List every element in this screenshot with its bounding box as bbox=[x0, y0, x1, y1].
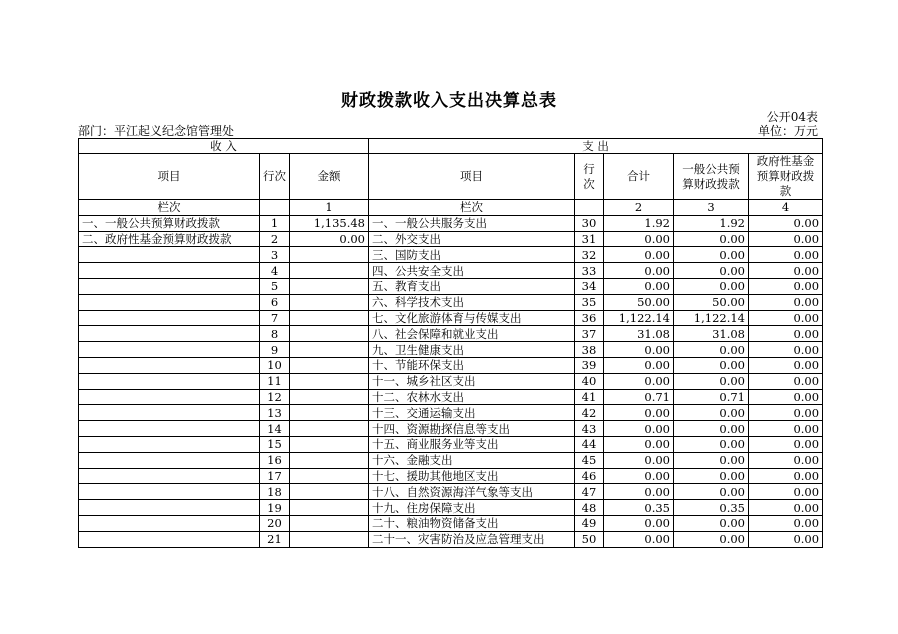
income-amount-cell bbox=[290, 531, 369, 547]
income-row-no-cell: 5 bbox=[260, 278, 290, 294]
income-item-cell: 一、一般公共预算财政拨款 bbox=[79, 215, 260, 231]
expense-item-cell: 一、一般公共服务支出 bbox=[369, 215, 575, 231]
expense-row-no-cell: 34 bbox=[575, 278, 604, 294]
income-item-cell bbox=[79, 389, 260, 405]
income-amount-cell bbox=[290, 421, 369, 437]
expense-item-cell: 六、科学技术支出 bbox=[369, 294, 575, 310]
expense-item-cell: 十八、自然资源海洋气象等支出 bbox=[369, 484, 575, 500]
income-row-no-cell: 10 bbox=[260, 357, 290, 373]
col-header-income-item: 项目 bbox=[79, 154, 260, 200]
expense-row-no-cell: 40 bbox=[575, 373, 604, 389]
total-cell: 0.00 bbox=[604, 373, 674, 389]
general-budget-cell: 50.00 bbox=[674, 294, 749, 310]
expense-item-cell: 十三、交通运输支出 bbox=[369, 405, 575, 421]
gov-fund-cell: 0.00 bbox=[749, 452, 823, 468]
income-row-no-cell: 8 bbox=[260, 326, 290, 342]
income-row-no-cell: 13 bbox=[260, 405, 290, 421]
income-row-no-cell: 18 bbox=[260, 484, 290, 500]
table-row bbox=[79, 231, 823, 247]
table-row bbox=[79, 373, 823, 389]
expense-row-no-cell: 46 bbox=[575, 468, 604, 484]
expense-item-cell: 九、卫生健康支出 bbox=[369, 342, 575, 358]
table-row bbox=[79, 342, 823, 358]
income-item-cell bbox=[79, 357, 260, 373]
col-index-2: 2 bbox=[604, 200, 674, 216]
income-item-cell bbox=[79, 326, 260, 342]
gov-fund-cell: 0.00 bbox=[749, 373, 823, 389]
income-item-cell: 二、政府性基金预算财政拨款 bbox=[79, 231, 260, 247]
income-row-no-cell: 7 bbox=[260, 310, 290, 326]
general-budget-cell: 0.00 bbox=[674, 247, 749, 263]
table-row bbox=[79, 405, 823, 421]
expense-row-no-cell: 32 bbox=[575, 247, 604, 263]
expense-row-no-cell: 39 bbox=[575, 357, 604, 373]
income-item-cell bbox=[79, 452, 260, 468]
budget-summary-table bbox=[78, 138, 823, 548]
table-row bbox=[79, 421, 823, 437]
income-item-cell bbox=[79, 515, 260, 531]
col-header-income-row-no: 行次 bbox=[260, 154, 290, 200]
income-amount-cell: 0.00 bbox=[290, 231, 369, 247]
expense-row-no-cell: 36 bbox=[575, 310, 604, 326]
total-cell: 0.00 bbox=[604, 484, 674, 500]
income-amount-cell bbox=[290, 468, 369, 484]
income-item-cell bbox=[79, 436, 260, 452]
income-row-no-cell: 12 bbox=[260, 389, 290, 405]
table-row bbox=[79, 357, 823, 373]
general-budget-cell: 0.00 bbox=[674, 373, 749, 389]
gov-fund-cell: 0.00 bbox=[749, 294, 823, 310]
total-cell: 0.00 bbox=[604, 421, 674, 437]
col-header-total: 合计 bbox=[604, 154, 674, 200]
total-cell: 0.00 bbox=[604, 263, 674, 279]
gov-fund-cell: 0.00 bbox=[749, 484, 823, 500]
income-amount-cell bbox=[290, 357, 369, 373]
expense-item-cell: 十五、商业服务业等支出 bbox=[369, 436, 575, 452]
expense-row-no-cell: 45 bbox=[575, 452, 604, 468]
expense-item-cell: 十六、金融支出 bbox=[369, 452, 575, 468]
table-row bbox=[79, 436, 823, 452]
total-cell: 0.00 bbox=[604, 452, 674, 468]
expense-item-cell: 十二、农林水支出 bbox=[369, 389, 575, 405]
income-amount-cell bbox=[290, 500, 369, 516]
gov-fund-cell: 0.00 bbox=[749, 231, 823, 247]
income-row-no-cell: 2 bbox=[260, 231, 290, 247]
header-row-columns bbox=[79, 154, 823, 200]
total-cell: 0.00 bbox=[604, 405, 674, 421]
general-budget-cell: 0.00 bbox=[674, 452, 749, 468]
expense-row-no-cell: 44 bbox=[575, 436, 604, 452]
income-row-no-cell: 21 bbox=[260, 531, 290, 547]
gov-fund-cell: 0.00 bbox=[749, 405, 823, 421]
expense-row-no-cell: 31 bbox=[575, 231, 604, 247]
col-index-1: 1 bbox=[290, 200, 369, 216]
gov-fund-cell: 0.00 bbox=[749, 389, 823, 405]
total-cell: 0.00 bbox=[604, 278, 674, 294]
income-amount-cell bbox=[290, 405, 369, 421]
col-index-label-2: 栏次 bbox=[369, 200, 575, 216]
gov-fund-cell: 0.00 bbox=[749, 421, 823, 437]
income-amount-cell bbox=[290, 326, 369, 342]
income-row-no-cell: 3 bbox=[260, 247, 290, 263]
income-amount-cell bbox=[290, 310, 369, 326]
general-budget-cell: 0.00 bbox=[674, 342, 749, 358]
unit-label: 单位：万元 bbox=[757, 124, 818, 138]
income-row-no-cell: 1 bbox=[260, 215, 290, 231]
expense-row-no-cell: 33 bbox=[575, 263, 604, 279]
gov-fund-cell: 0.00 bbox=[749, 310, 823, 326]
income-item-cell bbox=[79, 484, 260, 500]
total-cell: 1,122.14 bbox=[604, 310, 674, 326]
expense-item-cell: 十九、住房保障支出 bbox=[369, 500, 575, 516]
header-row-section bbox=[79, 139, 823, 154]
general-budget-cell: 0.00 bbox=[674, 515, 749, 531]
general-budget-cell: 0.00 bbox=[674, 263, 749, 279]
gov-fund-cell: 0.00 bbox=[749, 468, 823, 484]
income-row-no-cell: 14 bbox=[260, 421, 290, 437]
total-cell: 0.00 bbox=[604, 515, 674, 531]
total-cell: 0.00 bbox=[604, 531, 674, 547]
income-row-no-cell: 11 bbox=[260, 373, 290, 389]
expense-item-cell: 十一、城乡社区支出 bbox=[369, 373, 575, 389]
income-amount-cell bbox=[290, 342, 369, 358]
gov-fund-cell: 0.00 bbox=[749, 326, 823, 342]
expense-row-no-cell: 47 bbox=[575, 484, 604, 500]
column-index-row bbox=[79, 200, 823, 216]
income-amount-cell bbox=[290, 484, 369, 500]
income-item-cell bbox=[79, 294, 260, 310]
income-item-cell bbox=[79, 531, 260, 547]
col-index-empty bbox=[260, 200, 290, 216]
general-budget-cell: 0.00 bbox=[674, 357, 749, 373]
income-item-cell bbox=[79, 421, 260, 437]
general-budget-cell: 0.71 bbox=[674, 389, 749, 405]
gov-fund-cell: 0.00 bbox=[749, 515, 823, 531]
gov-fund-cell: 0.00 bbox=[749, 215, 823, 231]
general-budget-cell: 31.08 bbox=[674, 326, 749, 342]
total-cell: 1.92 bbox=[604, 215, 674, 231]
income-row-no-cell: 4 bbox=[260, 263, 290, 279]
col-index-3: 3 bbox=[674, 200, 749, 216]
col-index-4: 4 bbox=[749, 200, 823, 216]
income-amount-cell bbox=[290, 436, 369, 452]
total-cell: 0.71 bbox=[604, 389, 674, 405]
general-budget-cell: 0.00 bbox=[674, 278, 749, 294]
gov-fund-cell: 0.00 bbox=[749, 263, 823, 279]
income-item-cell bbox=[79, 342, 260, 358]
total-cell: 0.00 bbox=[604, 468, 674, 484]
expense-row-no-cell: 48 bbox=[575, 500, 604, 516]
table-row bbox=[79, 484, 823, 500]
col-header-expense-row-no: 行次 bbox=[575, 154, 604, 200]
expense-row-no-cell: 41 bbox=[575, 389, 604, 405]
income-row-no-cell: 20 bbox=[260, 515, 290, 531]
col-header-expense-item: 项目 bbox=[369, 154, 575, 200]
table-row bbox=[79, 215, 823, 231]
expense-item-cell: 八、社会保障和就业支出 bbox=[369, 326, 575, 342]
income-amount-cell bbox=[290, 278, 369, 294]
expense-row-no-cell: 37 bbox=[575, 326, 604, 342]
expense-row-no-cell: 49 bbox=[575, 515, 604, 531]
table-row bbox=[79, 310, 823, 326]
gov-fund-cell: 0.00 bbox=[749, 247, 823, 263]
table-row bbox=[79, 278, 823, 294]
table-row bbox=[79, 515, 823, 531]
expense-row-no-cell: 43 bbox=[575, 421, 604, 437]
income-amount-cell bbox=[290, 263, 369, 279]
table-row bbox=[79, 294, 823, 310]
income-row-no-cell: 6 bbox=[260, 294, 290, 310]
income-amount-cell bbox=[290, 515, 369, 531]
col-header-gov-fund: 政府性基金预算财政拨款 bbox=[749, 154, 823, 200]
income-item-cell bbox=[79, 373, 260, 389]
col-index-label: 栏次 bbox=[79, 200, 260, 216]
expense-item-cell: 七、文化旅游体育与传媒支出 bbox=[369, 310, 575, 326]
gov-fund-cell: 0.00 bbox=[749, 278, 823, 294]
general-budget-cell: 0.00 bbox=[674, 231, 749, 247]
expense-item-cell: 二十一、灾害防治及应急管理支出 bbox=[369, 531, 575, 547]
expense-item-cell: 十、节能环保支出 bbox=[369, 357, 575, 373]
general-budget-cell: 0.00 bbox=[674, 405, 749, 421]
gov-fund-cell: 0.00 bbox=[749, 531, 823, 547]
income-row-no-cell: 9 bbox=[260, 342, 290, 358]
table-row bbox=[79, 389, 823, 405]
total-cell: 0.00 bbox=[604, 436, 674, 452]
general-budget-cell: 0.00 bbox=[674, 484, 749, 500]
expense-item-cell: 三、国防支出 bbox=[369, 247, 575, 263]
table-row bbox=[79, 531, 823, 547]
gov-fund-cell: 0.00 bbox=[749, 500, 823, 516]
income-row-no-cell: 19 bbox=[260, 500, 290, 516]
income-amount-cell bbox=[290, 247, 369, 263]
gov-fund-cell: 0.00 bbox=[749, 436, 823, 452]
income-amount-cell bbox=[290, 452, 369, 468]
total-cell: 50.00 bbox=[604, 294, 674, 310]
income-item-cell bbox=[79, 247, 260, 263]
general-budget-cell: 0.00 bbox=[674, 531, 749, 547]
expense-section-header: 支 出 bbox=[369, 139, 823, 154]
gov-fund-cell: 0.00 bbox=[749, 357, 823, 373]
total-cell: 31.08 bbox=[604, 326, 674, 342]
income-item-cell bbox=[79, 468, 260, 484]
total-cell: 0.35 bbox=[604, 500, 674, 516]
expense-item-cell: 五、教育支出 bbox=[369, 278, 575, 294]
expense-item-cell: 四、公共安全支出 bbox=[369, 263, 575, 279]
income-amount-cell: 1,135.48 bbox=[290, 215, 369, 231]
general-budget-cell: 0.00 bbox=[674, 468, 749, 484]
general-budget-cell: 0.35 bbox=[674, 500, 749, 516]
general-budget-cell: 0.00 bbox=[674, 436, 749, 452]
income-item-cell bbox=[79, 310, 260, 326]
expense-row-no-cell: 42 bbox=[575, 405, 604, 421]
income-amount-cell bbox=[290, 294, 369, 310]
expense-item-cell: 十四、资源勘探信息等支出 bbox=[369, 421, 575, 437]
expense-item-cell: 十七、援助其他地区支出 bbox=[369, 468, 575, 484]
department-label: 部门：平江起义纪念馆管理处 bbox=[78, 124, 235, 138]
expense-row-no-cell: 38 bbox=[575, 342, 604, 358]
income-row-no-cell: 17 bbox=[260, 468, 290, 484]
income-item-cell bbox=[79, 278, 260, 294]
table-row bbox=[79, 468, 823, 484]
table-row bbox=[79, 247, 823, 263]
report-title: 财政拨款收入支出决算总表 bbox=[341, 91, 557, 111]
income-item-cell bbox=[79, 500, 260, 516]
income-row-no-cell: 16 bbox=[260, 452, 290, 468]
income-item-cell bbox=[79, 405, 260, 421]
table-row bbox=[79, 263, 823, 279]
general-budget-cell: 1,122.14 bbox=[674, 310, 749, 326]
general-budget-cell: 0.00 bbox=[674, 421, 749, 437]
table-row bbox=[79, 326, 823, 342]
form-number: 公开04表 bbox=[766, 110, 818, 124]
income-amount-cell bbox=[290, 373, 369, 389]
table-row bbox=[79, 452, 823, 468]
expense-row-no-cell: 30 bbox=[575, 215, 604, 231]
col-header-income-amount: 金额 bbox=[290, 154, 369, 200]
table-row bbox=[79, 500, 823, 516]
total-cell: 0.00 bbox=[604, 342, 674, 358]
income-section-header: 收 入 bbox=[79, 139, 369, 154]
total-cell: 0.00 bbox=[604, 357, 674, 373]
general-budget-cell: 1.92 bbox=[674, 215, 749, 231]
col-index-empty bbox=[575, 200, 604, 216]
expense-row-no-cell: 50 bbox=[575, 531, 604, 547]
income-row-no-cell: 15 bbox=[260, 436, 290, 452]
total-cell: 0.00 bbox=[604, 247, 674, 263]
expense-item-cell: 二、外交支出 bbox=[369, 231, 575, 247]
expense-item-cell: 二十、粮油物资储备支出 bbox=[369, 515, 575, 531]
gov-fund-cell: 0.00 bbox=[749, 342, 823, 358]
income-item-cell bbox=[79, 263, 260, 279]
total-cell: 0.00 bbox=[604, 231, 674, 247]
col-header-general-budget: 一般公共预算财政拨款 bbox=[674, 154, 749, 200]
table-body bbox=[79, 215, 823, 547]
expense-row-no-cell: 35 bbox=[575, 294, 604, 310]
income-amount-cell bbox=[290, 389, 369, 405]
